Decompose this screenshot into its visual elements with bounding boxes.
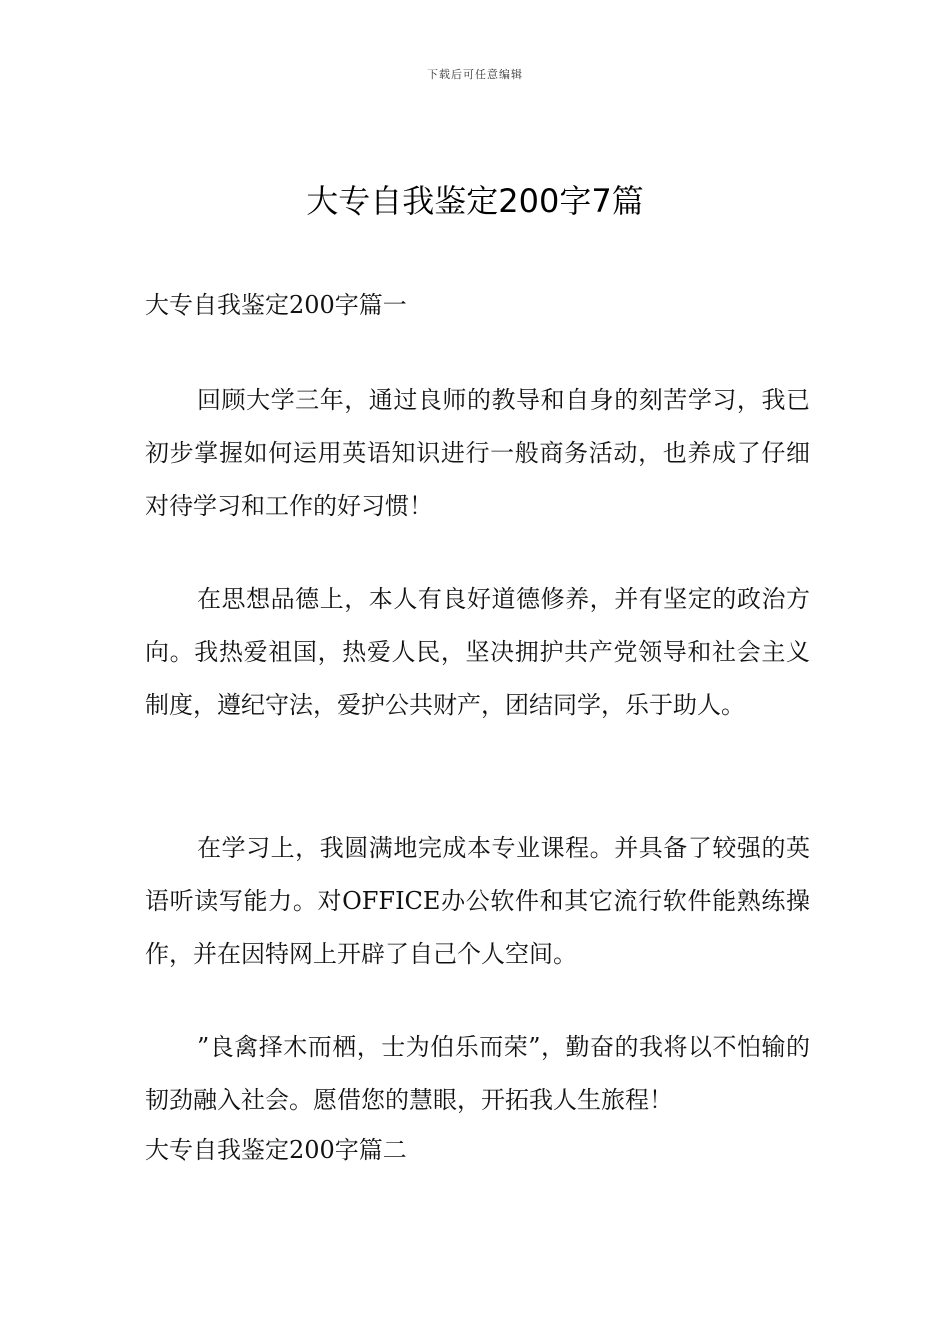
paragraph-2: 在思想品德上，本人有良好道德修养，并有坚定的政治方向。我热爱祖国，热爱人民，坚决拥护共产党领导和社会主义制度，遵纪守法，爱护公共财产，团结同学，乐于助人。: [145, 585, 810, 719]
section-heading-1: 大专自我鉴定200字篇一: [145, 291, 407, 319]
document-title: 大专自我鉴定200字7篇: [306, 182, 644, 220]
section-heading-2: 大专自我鉴定200字篇二: [145, 1136, 407, 1164]
paragraph-3: 在学习上，我圆满地完成本专业课程。并具备了较强的英语听读写能力。对OFFICE办公软件和其它流行软件能熟练操作，并在因特网上开辟了自己个人空间。: [145, 834, 810, 968]
header-note: 下载后可任意编辑: [427, 68, 523, 81]
paragraph-1: 回顾大学三年，通过良师的教导和自身的刻苦学习，我已初步掌握如何运用英语知识进行一般商务活动，也养成了仔细对待学习和工作的好习惯！: [145, 386, 810, 520]
paragraph-4: ”良禽择木而栖，士为伯乐而荣”，勤奋的我将以不怕输的韧劲融入社会。愿借您的慧眼，开拓我人生旅程！: [145, 1033, 810, 1114]
